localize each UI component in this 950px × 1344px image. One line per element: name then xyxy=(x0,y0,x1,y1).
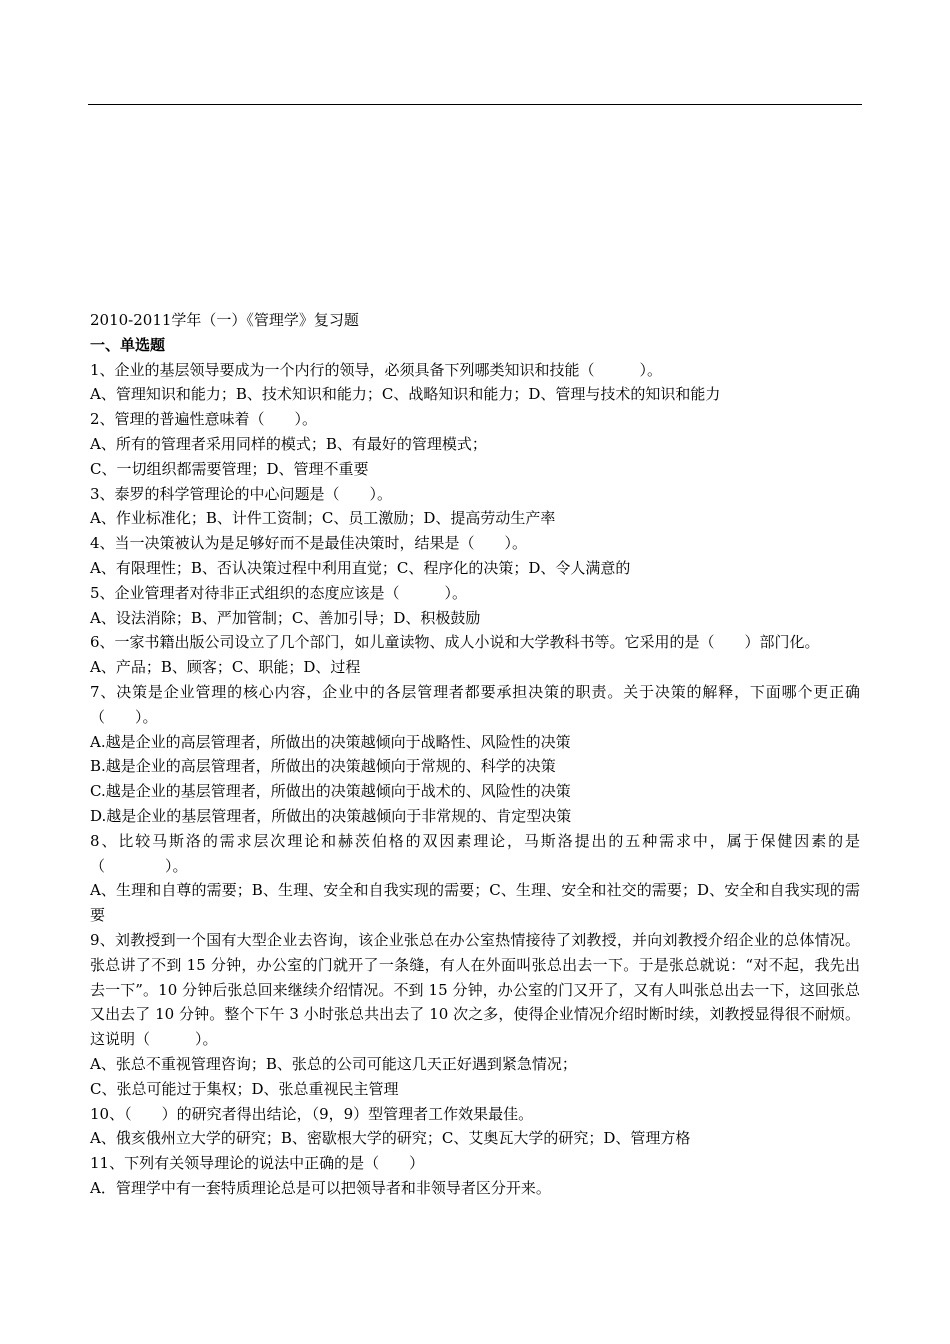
question-9-options-a-b: A、张总不重视管理咨询；B、张总的公司可能这几天正好遇到紧急情况； xyxy=(90,1054,577,1073)
question-9: 9、刘教授到一个国有大型企业去咨询，该企业张总在办公室热情接待了刘教授，并向刘教授介绍企业的总体情况。张总讲了不到 15 分钟，办公室的门就开了一条缝，有人在外面叫张总出去一下。于是张总就说：“对不起，我先出去一下”。10 分钟后张总回来继续介绍情况。不到 15 分钟，办公室的门又开了，又有人叫张总出去一下，这回张总又出去了 10 分钟。整个下午 3 小时张总共出去了 10 次之多，使得企业情况介绍时断时续，刘教授显得很不耐烦。这说明（ ）。 xyxy=(90,930,860,1049)
question-1: 1、企业的基层领导要成为一个内行的领导，必须具备下列哪类知识和技能（ ）。 xyxy=(90,360,663,379)
question-6: 6、一家书籍出版公司设立了几个部门，如儿童读物、成人小说和大学教科书等。它采用的是（ ）部门化。 xyxy=(90,633,820,652)
question-4-options: A、有限理性；B、否认决策过程中利用直觉；C、程序化的决策；D、令人满意的 xyxy=(90,558,631,577)
question-11: 11、下列有关领导理论的说法中正确的是（ ） xyxy=(90,1154,425,1173)
document-title: 2010-2011学年（一）《管理学》复习题 xyxy=(90,311,359,329)
question-5-options: A、设法消除；B、严加管制；C、善加引导；D、积极鼓励 xyxy=(90,608,481,627)
question-7-option-c: C.越是企业的基层管理者，所做出的决策越倾向于战术的、风险性的决策 xyxy=(90,782,571,801)
question-1-options: A、管理知识和能力；B、技术知识和能力；C、战略知识和能力；D、管理与技术的知识和能力 xyxy=(90,385,721,404)
question-7: 7、决策是企业管理的核心内容，企业中的各层管理者都要承担决策的职责。关于决策的解释，下面哪个更正确（ ）。 xyxy=(90,682,860,726)
question-4: 4、当一决策被认为是足够好而不是最佳决策时，结果是（ ）。 xyxy=(90,534,528,553)
question-8: 8、比较马斯洛的需求层次理论和赫茨伯格的双因素理论，马斯洛提出的五种需求中，属于保健因素的是（ ）。 xyxy=(90,831,860,875)
question-6-options: A、产品；B、顾客；C、职能；D、过程 xyxy=(90,658,361,677)
question-7-option-b: B.越是企业的高层管理者，所做出的决策越倾向于常规的、科学的决策 xyxy=(90,757,556,776)
question-2-options-a-b: A、所有的管理者采用同样的模式；B、有最好的管理模式； xyxy=(90,434,487,453)
document-body xyxy=(90,308,860,1201)
question-3: 3、泰罗的科学管理论的中心问题是（ ）。 xyxy=(90,484,393,503)
question-10: 10、（ ）的研究者得出结论，（9，9）型管理者工作效果最佳。 xyxy=(90,1104,534,1123)
question-11-option-a: A．管理学中有一套特质理论总是可以把领导者和非领导者区分开来。 xyxy=(90,1178,551,1197)
question-5: 5、企业管理者对待非正式组织的态度应该是（ ）。 xyxy=(90,583,468,602)
question-10-options: A、俄亥俄州立大学的研究；B、密歇根大学的研究；C、艾奥瓦大学的研究；D、管理方格 xyxy=(90,1129,691,1148)
question-2-options-c-d: C、一切组织都需要管理；D、管理不重要 xyxy=(90,459,369,478)
question-8-options: A、生理和自尊的需要；B、生理、安全和自我实现的需要；C、生理、安全和社交的需要；D、安全和自我实现的需要 xyxy=(90,881,860,925)
header-rule xyxy=(88,104,862,105)
question-2: 2、管理的普遍性意味着（ ）。 xyxy=(90,410,318,429)
question-7-option-d: D.越是企业的基层管理者，所做出的决策越倾向于非常规的、肯定型决策 xyxy=(90,806,572,825)
question-9-options-c-d: C、张总可能过于集权；D、张总重视民主管理 xyxy=(90,1079,399,1098)
section-title: 一、单选题 xyxy=(90,335,166,354)
question-3-options: A、作业标准化；B、计件工资制；C、员工激励；D、提高劳动生产率 xyxy=(90,509,556,528)
question-7-option-a: A.越是企业的高层管理者，所做出的决策越倾向于战略性、风险性的决策 xyxy=(90,732,571,751)
